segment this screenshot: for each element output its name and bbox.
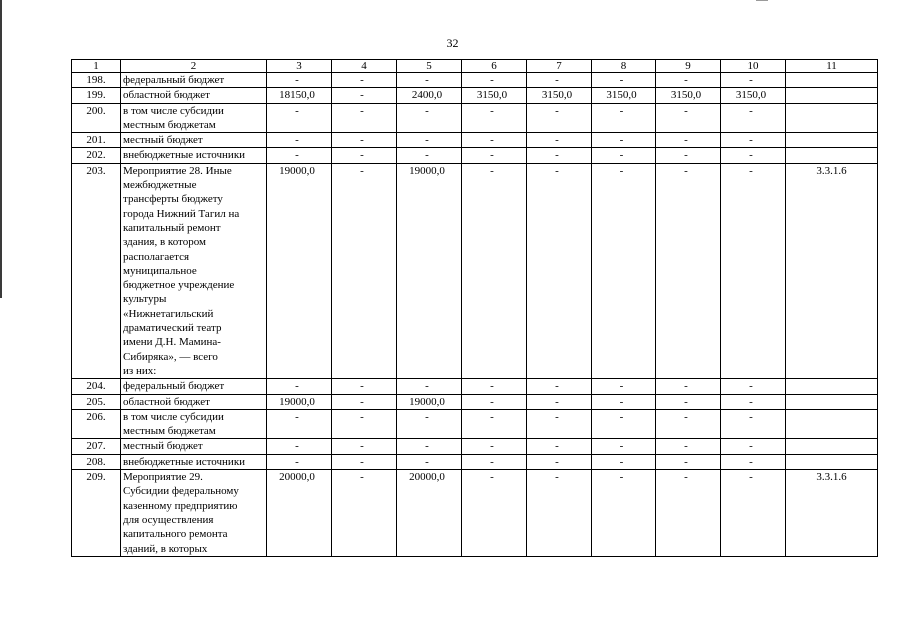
value-cell: - bbox=[721, 103, 786, 133]
value-cell: - bbox=[721, 133, 786, 148]
value-cell: - bbox=[721, 439, 786, 454]
value-cell: - bbox=[592, 454, 656, 469]
row-name-cell: областной бюджет bbox=[121, 88, 267, 103]
value-cell: - bbox=[721, 163, 786, 378]
value-cell: - bbox=[592, 409, 656, 439]
value-cell: - bbox=[656, 133, 721, 148]
row-number-cell: 202. bbox=[72, 148, 121, 163]
value-cell: 20000,0 bbox=[397, 470, 462, 557]
value-cell: - bbox=[267, 379, 332, 394]
row-number-cell: 209. bbox=[72, 470, 121, 557]
row-number-cell: 199. bbox=[72, 88, 121, 103]
value-cell: - bbox=[721, 379, 786, 394]
table-header-row bbox=[72, 60, 878, 73]
value-cell: - bbox=[332, 73, 397, 88]
value-cell: 19000,0 bbox=[397, 394, 462, 409]
table-row bbox=[72, 409, 878, 439]
column-header: 7 bbox=[527, 60, 592, 73]
value-cell: 3150,0 bbox=[656, 88, 721, 103]
value-cell: 3150,0 bbox=[592, 88, 656, 103]
value-cell: - bbox=[527, 163, 592, 378]
value-cell: - bbox=[527, 379, 592, 394]
value-cell: - bbox=[462, 394, 527, 409]
reference-cell bbox=[786, 103, 878, 133]
value-cell: 19000,0 bbox=[397, 163, 462, 378]
table-row bbox=[72, 163, 878, 378]
value-cell: - bbox=[527, 103, 592, 133]
value-cell: - bbox=[527, 454, 592, 469]
value-cell: - bbox=[462, 148, 527, 163]
value-cell: 19000,0 bbox=[267, 163, 332, 378]
value-cell: - bbox=[721, 409, 786, 439]
value-cell: - bbox=[592, 379, 656, 394]
value-cell: - bbox=[592, 163, 656, 378]
value-cell: - bbox=[332, 394, 397, 409]
value-cell: - bbox=[267, 454, 332, 469]
column-header: 11 bbox=[786, 60, 878, 73]
column-header: 3 bbox=[267, 60, 332, 73]
value-cell: - bbox=[721, 394, 786, 409]
row-name-cell: внебюджетные источники bbox=[121, 148, 267, 163]
value-cell: - bbox=[592, 394, 656, 409]
value-cell: - bbox=[462, 409, 527, 439]
value-cell: - bbox=[267, 133, 332, 148]
reference-cell bbox=[786, 379, 878, 394]
reference-cell bbox=[786, 439, 878, 454]
row-name-cell: в том числе субсидии местным бюджетам bbox=[121, 409, 267, 439]
row-name-cell: местный бюджет bbox=[121, 439, 267, 454]
value-cell: - bbox=[332, 470, 397, 557]
reference-cell bbox=[786, 73, 878, 88]
value-cell: - bbox=[656, 103, 721, 133]
value-cell: - bbox=[397, 148, 462, 163]
reference-cell bbox=[786, 394, 878, 409]
value-cell: - bbox=[267, 103, 332, 133]
value-cell: 18150,0 bbox=[267, 88, 332, 103]
value-cell: 3150,0 bbox=[462, 88, 527, 103]
value-cell: - bbox=[656, 409, 721, 439]
value-cell: - bbox=[332, 409, 397, 439]
table-row bbox=[72, 454, 878, 469]
row-name-cell: областной бюджет bbox=[121, 394, 267, 409]
row-number-cell: 206. bbox=[72, 409, 121, 439]
value-cell: - bbox=[462, 454, 527, 469]
value-cell: - bbox=[267, 439, 332, 454]
value-cell: - bbox=[656, 439, 721, 454]
value-cell: - bbox=[332, 163, 397, 378]
value-cell: - bbox=[527, 148, 592, 163]
table-row bbox=[72, 88, 878, 103]
value-cell: - bbox=[267, 409, 332, 439]
value-cell: - bbox=[527, 73, 592, 88]
row-number-cell: 205. bbox=[72, 394, 121, 409]
value-cell: - bbox=[656, 73, 721, 88]
value-cell: 3150,0 bbox=[721, 88, 786, 103]
value-cell: - bbox=[721, 73, 786, 88]
value-cell: - bbox=[656, 454, 721, 469]
row-name-cell: внебюджетные источники bbox=[121, 454, 267, 469]
row-number-cell: 207. bbox=[72, 439, 121, 454]
table-row bbox=[72, 133, 878, 148]
value-cell: - bbox=[332, 133, 397, 148]
value-cell: - bbox=[656, 394, 721, 409]
value-cell: - bbox=[592, 103, 656, 133]
value-cell: - bbox=[462, 133, 527, 148]
value-cell: - bbox=[462, 73, 527, 88]
value-cell: - bbox=[462, 470, 527, 557]
reference-cell bbox=[786, 148, 878, 163]
value-cell: - bbox=[397, 133, 462, 148]
row-number-cell: 200. bbox=[72, 103, 121, 133]
reference-cell bbox=[786, 409, 878, 439]
row-number-cell: 204. bbox=[72, 379, 121, 394]
value-cell: - bbox=[592, 470, 656, 557]
row-number-cell: 203. bbox=[72, 163, 121, 378]
value-cell: 20000,0 bbox=[267, 470, 332, 557]
value-cell: - bbox=[397, 379, 462, 394]
value-cell: - bbox=[332, 148, 397, 163]
value-cell: - bbox=[462, 439, 527, 454]
table-row bbox=[72, 394, 878, 409]
column-header: 2 bbox=[121, 60, 267, 73]
column-header: 5 bbox=[397, 60, 462, 73]
value-cell: 19000,0 bbox=[267, 394, 332, 409]
row-number-cell: 201. bbox=[72, 133, 121, 148]
row-name-cell: федеральный бюджет bbox=[121, 73, 267, 88]
value-cell: - bbox=[397, 73, 462, 88]
value-cell: - bbox=[332, 103, 397, 133]
row-name-cell: Мероприятие 28. Иные межбюджетные трансферты бюджету города Нижний Тагил на капитальный ремонт здания, в котором располагается муниципальное бюджетное учреждение культуры «Нижнетагильский драматический театр имени Д.Н. Мамина- Сибиряка», — всего из них: bbox=[121, 163, 267, 378]
column-header: 10 bbox=[721, 60, 786, 73]
reference-cell bbox=[786, 454, 878, 469]
value-cell: - bbox=[592, 133, 656, 148]
value-cell: - bbox=[527, 394, 592, 409]
reference-cell bbox=[786, 133, 878, 148]
table-row bbox=[72, 470, 878, 557]
value-cell: - bbox=[656, 470, 721, 557]
value-cell: - bbox=[721, 470, 786, 557]
row-name-cell: в том числе субсидии местным бюджетам bbox=[121, 103, 267, 133]
column-header: 8 bbox=[592, 60, 656, 73]
value-cell: - bbox=[397, 454, 462, 469]
reference-cell: 3.3.1.6 bbox=[786, 163, 878, 378]
reference-cell bbox=[786, 88, 878, 103]
table-row bbox=[72, 103, 878, 133]
value-cell: - bbox=[527, 470, 592, 557]
column-header: 6 bbox=[462, 60, 527, 73]
scan-mark bbox=[756, 0, 768, 1]
value-cell: - bbox=[656, 163, 721, 378]
column-header: 9 bbox=[656, 60, 721, 73]
value-cell: 2400,0 bbox=[397, 88, 462, 103]
column-header: 1 bbox=[72, 60, 121, 73]
row-name-cell: федеральный бюджет bbox=[121, 379, 267, 394]
table-row bbox=[72, 379, 878, 394]
value-cell: - bbox=[462, 379, 527, 394]
table-row bbox=[72, 439, 878, 454]
value-cell: - bbox=[267, 73, 332, 88]
value-cell: - bbox=[527, 409, 592, 439]
row-name-cell: Мероприятие 29. Субсидии федеральному казенному предприятию для осуществления капитального ремонта зданий, в которых bbox=[121, 470, 267, 557]
value-cell: - bbox=[397, 103, 462, 133]
value-cell: - bbox=[397, 409, 462, 439]
table-row bbox=[72, 148, 878, 163]
row-number-cell: 198. bbox=[72, 73, 121, 88]
value-cell: - bbox=[592, 73, 656, 88]
budget-table bbox=[71, 59, 878, 557]
value-cell: - bbox=[592, 148, 656, 163]
value-cell: - bbox=[656, 148, 721, 163]
value-cell: - bbox=[462, 103, 527, 133]
value-cell: - bbox=[721, 454, 786, 469]
reference-cell: 3.3.1.6 bbox=[786, 470, 878, 557]
page-number: 32 bbox=[446, 36, 459, 50]
value-cell: - bbox=[527, 439, 592, 454]
value-cell: - bbox=[332, 88, 397, 103]
value-cell: - bbox=[527, 133, 592, 148]
column-header: 4 bbox=[332, 60, 397, 73]
value-cell: - bbox=[462, 163, 527, 378]
value-cell: - bbox=[721, 148, 786, 163]
table-row bbox=[72, 73, 878, 88]
value-cell: - bbox=[332, 454, 397, 469]
value-cell: - bbox=[656, 379, 721, 394]
value-cell: - bbox=[332, 439, 397, 454]
value-cell: - bbox=[267, 148, 332, 163]
value-cell: - bbox=[397, 439, 462, 454]
value-cell: 3150,0 bbox=[527, 88, 592, 103]
value-cell: - bbox=[332, 379, 397, 394]
row-name-cell: местный бюджет bbox=[121, 133, 267, 148]
row-number-cell: 208. bbox=[72, 454, 121, 469]
value-cell: - bbox=[592, 439, 656, 454]
